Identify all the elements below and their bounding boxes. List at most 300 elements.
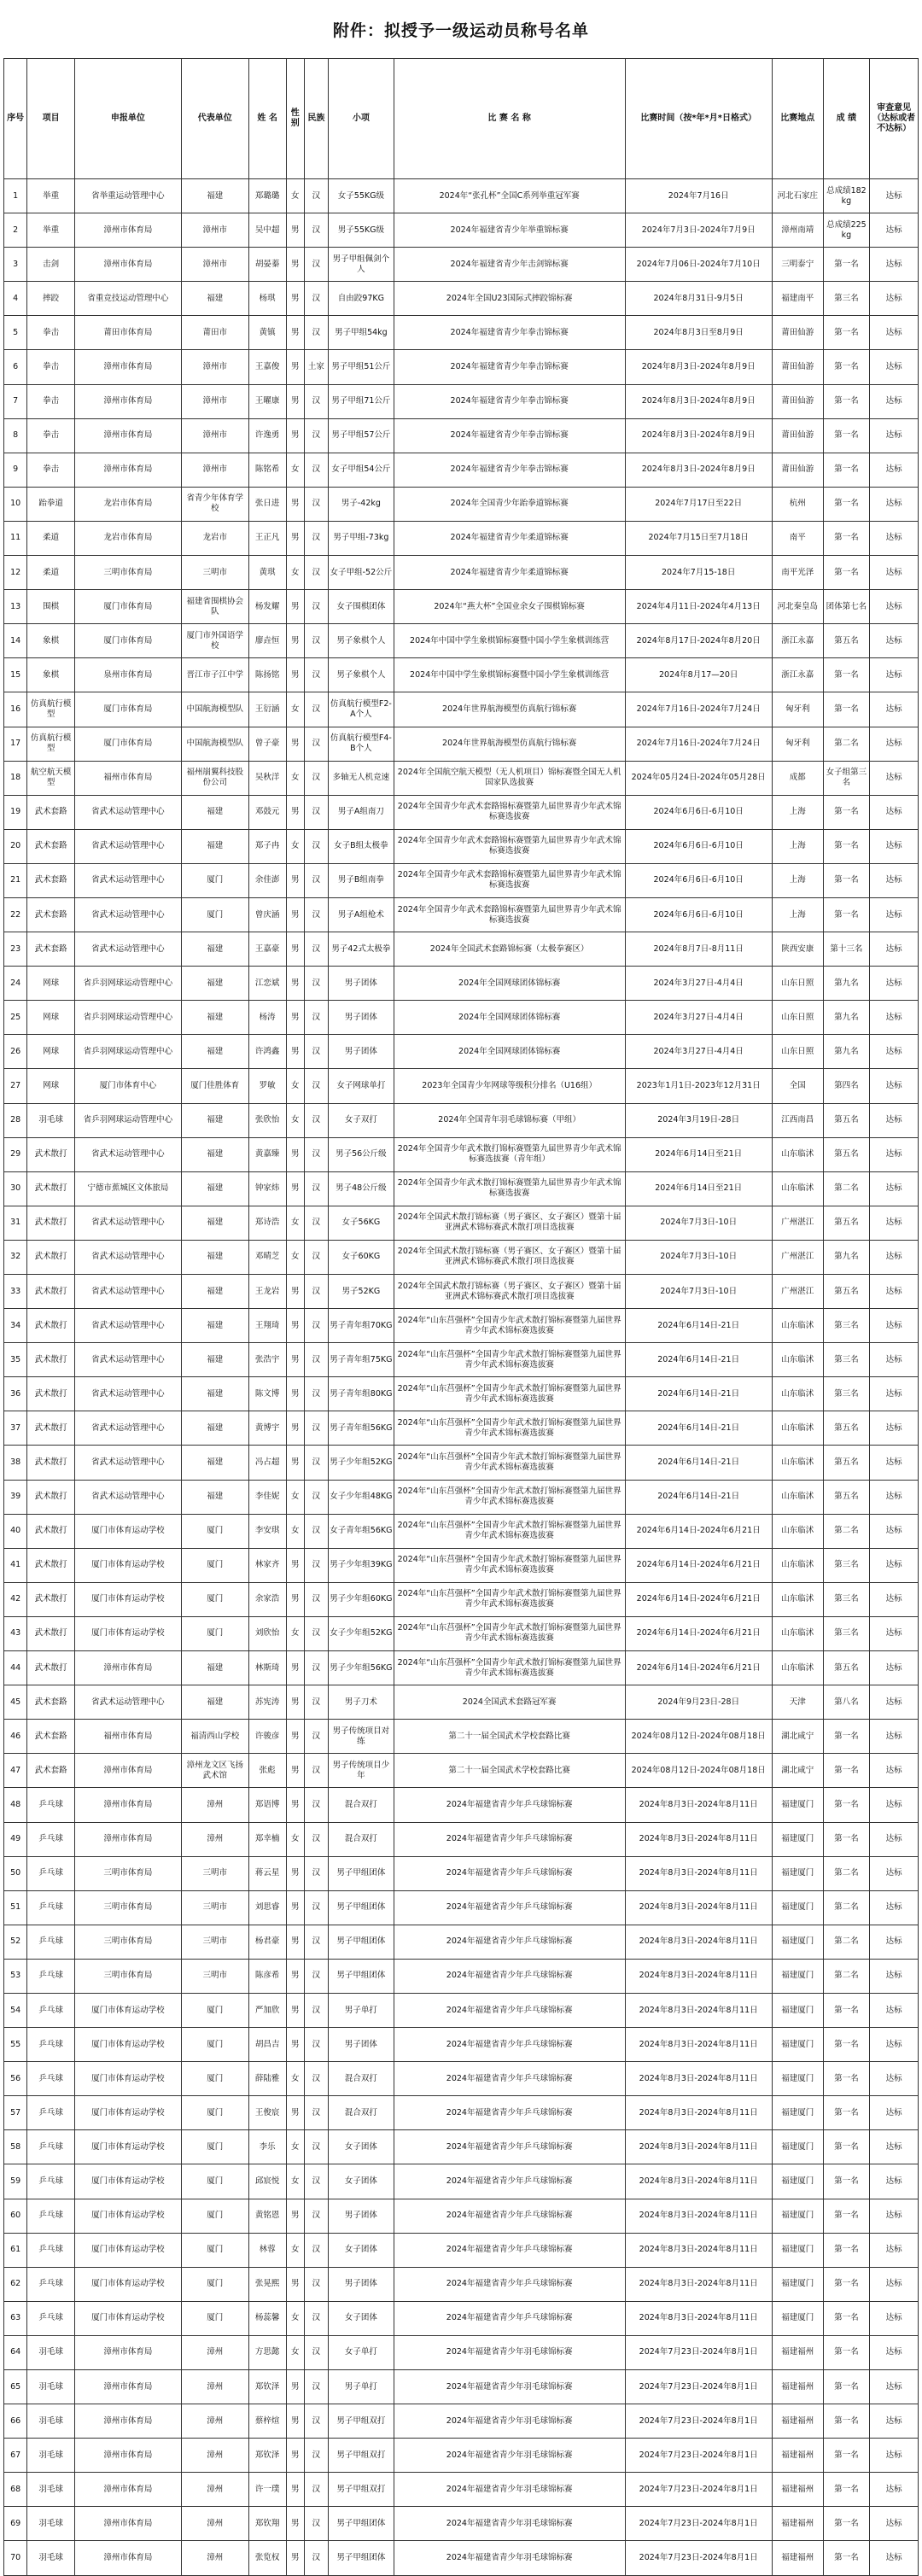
cell-name: 王俊宸 [248, 2096, 286, 2130]
cell-venue: 匈牙利 [772, 727, 823, 761]
cell-applicant-unit: 省武术运动管理中心 [74, 1377, 181, 1411]
cell-competition-name: 2024年福建省青少年羽毛球锦标赛 [394, 2439, 625, 2473]
cell-gender: 男 [286, 967, 304, 1001]
cell-review-opinion: 达标 [870, 1343, 919, 1377]
cell-ethnicity: 汉 [304, 1275, 328, 1309]
cell-ethnicity: 汉 [304, 1446, 328, 1480]
cell-representing-unit: 厦门 [181, 2233, 248, 2267]
cell-ethnicity: 汉 [304, 1480, 328, 1514]
cell-index: 18 [4, 761, 27, 795]
cell-representing-unit: 厦门市外国语学校 [181, 624, 248, 658]
cell-gender: 男 [286, 2199, 304, 2233]
cell-review-opinion: 达标 [870, 2233, 919, 2267]
column-header-event: 项目 [27, 59, 75, 179]
cell-gender: 男 [286, 932, 304, 967]
cell-gender: 男 [286, 2507, 304, 2541]
cell-result: 第九名 [823, 967, 870, 1001]
cell-venue: 上海 [772, 795, 823, 829]
cell-ethnicity: 汉 [304, 932, 328, 967]
cell-index: 44 [4, 1651, 27, 1685]
cell-competition-name: 2024年全国武术散打锦标赛（男子赛区、女子赛区）暨第十届亚洲武术锦标赛武术散打项目选拔赛 [394, 1275, 625, 1309]
cell-venue: 福建福州 [772, 2507, 823, 2541]
cell-applicant-unit: 漳州市体育局 [74, 2507, 181, 2541]
cell-review-opinion: 达标 [870, 2541, 919, 2575]
cell-applicant-unit: 福州市体育局 [74, 761, 181, 795]
cell-competition-name: 2024年福建省青少年乒乓球锦标赛 [394, 2233, 625, 2267]
cell-gender: 男 [286, 418, 304, 453]
cell-result: 第五名 [823, 1446, 870, 1480]
cell-competition-name: 2024年全国网球团体锦标赛 [394, 967, 625, 1001]
cell-sub-event: 男子甲组54kg [329, 316, 394, 350]
cell-competition-date: 2024年05月24日-2024年05月28日 [625, 761, 772, 795]
cell-sub-event: 混合双打 [329, 2062, 394, 2096]
cell-name: 冯占超 [248, 1446, 286, 1480]
cell-representing-unit: 龙岩市 [181, 521, 248, 555]
cell-venue: 福建厦门 [772, 2028, 823, 2062]
cell-venue: 福建厦门 [772, 1788, 823, 1822]
cell-review-opinion: 达标 [870, 2164, 919, 2199]
cell-applicant-unit: 漳州市体育局 [74, 2473, 181, 2507]
cell-index: 69 [4, 2507, 27, 2541]
cell-index: 29 [4, 1137, 27, 1171]
cell-ethnicity: 汉 [304, 2370, 328, 2404]
cell-result: 第一名 [823, 2267, 870, 2301]
cell-representing-unit: 厦门 [181, 1582, 248, 1616]
cell-event: 武术散打 [27, 1343, 75, 1377]
cell-competition-name: 2024年福建省青少年拳击锦标赛 [394, 418, 625, 453]
table-row [4, 2370, 919, 2404]
table-row [4, 2507, 919, 2541]
cell-name: 张浩宇 [248, 1343, 286, 1377]
cell-sub-event: 女子团体 [329, 2233, 394, 2267]
cell-sub-event: 男子甲组团体 [329, 2541, 394, 2575]
cell-name: 江恋斌 [248, 967, 286, 1001]
cell-review-opinion: 达标 [870, 1788, 919, 1822]
cell-competition-date: 2024年7月23日-2024年8月1日 [625, 2541, 772, 2575]
cell-competition-date: 2024年7月17日至22日 [625, 487, 772, 521]
cell-competition-date: 2024年6月14日-2024年6月21日 [625, 1582, 772, 1616]
column-header-venue: 比赛地点 [772, 59, 823, 179]
cell-result: 第一名 [823, 248, 870, 282]
cell-gender: 女 [286, 1822, 304, 1856]
cell-sub-event: 男子A组南刀 [329, 795, 394, 829]
cell-competition-name: 2024年全国青少年武术套路锦标赛暨第九届世界青少年武术锦标赛选拔赛 [394, 829, 625, 863]
table-row [4, 1822, 919, 1856]
cell-venue: 福建厦门 [772, 2199, 823, 2233]
cell-index: 51 [4, 1890, 27, 1925]
cell-applicant-unit: 省举重运动管理中心 [74, 179, 181, 213]
cell-index: 57 [4, 2096, 27, 2130]
cell-sub-event: 男子48公斤级 [329, 1171, 394, 1206]
cell-name: 薛陆雅 [248, 2062, 286, 2096]
cell-name: 杨发耀 [248, 590, 286, 624]
cell-index: 54 [4, 1993, 27, 2027]
cell-venue: 莆田仙游 [772, 418, 823, 453]
cell-review-opinion: 达标 [870, 316, 919, 350]
cell-ethnicity: 汉 [304, 1411, 328, 1446]
cell-name: 方思懿 [248, 2335, 286, 2369]
cell-venue: 杭州 [772, 487, 823, 521]
cell-index: 59 [4, 2164, 27, 2199]
cell-review-opinion: 达标 [870, 350, 919, 384]
cell-result: 第一名 [823, 1720, 870, 1754]
cell-result: 团体第七名 [823, 590, 870, 624]
cell-venue: 山东临沭 [772, 1480, 823, 1514]
cell-index: 12 [4, 556, 27, 590]
cell-applicant-unit: 泉州市体育局 [74, 658, 181, 692]
cell-name: 陈铭希 [248, 453, 286, 487]
cell-competition-name: 2024年福建省青少年羽毛球锦标赛 [394, 2541, 625, 2575]
cell-competition-name: 2024年“山东莒强杯”全国青少年武术散打锦标赛暨第九届世界青少年武术锦标赛选拔赛 [394, 1377, 625, 1411]
cell-competition-date: 2024年8月3日-2024年8月11日 [625, 2130, 772, 2164]
cell-sub-event: 女子团体 [329, 2164, 394, 2199]
cell-review-opinion: 达标 [870, 1171, 919, 1206]
cell-review-opinion: 达标 [870, 1069, 919, 1103]
table-row [4, 932, 919, 967]
cell-review-opinion: 达标 [870, 1548, 919, 1582]
cell-representing-unit: 福建 [181, 1480, 248, 1514]
cell-representing-unit: 漳州市 [181, 384, 248, 418]
cell-venue: 山东临沭 [772, 1411, 823, 1446]
cell-ethnicity: 汉 [304, 2507, 328, 2541]
athlete-list-table [3, 58, 919, 2576]
cell-applicant-unit: 三明市体育局 [74, 1890, 181, 1925]
cell-review-opinion: 达标 [870, 658, 919, 692]
cell-index: 16 [4, 692, 27, 727]
cell-event: 乒乓球 [27, 1856, 75, 1890]
cell-competition-name: 2024年福建省青少年拳击锦标赛 [394, 453, 625, 487]
cell-venue: 山东临沭 [772, 1616, 823, 1650]
table-row [4, 2439, 919, 2473]
cell-sub-event: 女子青年组56KG [329, 1514, 394, 1548]
cell-event: 摔跤 [27, 282, 75, 316]
cell-event: 武术散打 [27, 1137, 75, 1171]
cell-ethnicity: 汉 [304, 1103, 328, 1137]
cell-representing-unit: 厦门 [181, 2062, 248, 2096]
cell-event: 拳击 [27, 316, 75, 350]
table-row [4, 1959, 919, 1993]
cell-ethnicity: 汉 [304, 795, 328, 829]
cell-result: 第三名 [823, 1582, 870, 1616]
cell-gender: 男 [286, 2096, 304, 2130]
cell-representing-unit: 福建 [181, 1377, 248, 1411]
cell-name: 许逸勇 [248, 418, 286, 453]
cell-gender: 女 [286, 1480, 304, 1514]
cell-venue: 山东临沭 [772, 1377, 823, 1411]
cell-event: 乒乓球 [27, 2062, 75, 2096]
cell-review-opinion: 达标 [870, 2130, 919, 2164]
cell-venue: 山东日照 [772, 1035, 823, 1069]
cell-name: 邱宸悦 [248, 2164, 286, 2199]
cell-applicant-unit: 厦门市体育局 [74, 692, 181, 727]
cell-competition-date: 2024年6月6日-6月10日 [625, 863, 772, 897]
cell-applicant-unit: 省武术运动管理中心 [74, 1137, 181, 1171]
cell-applicant-unit: 漳州市体育局 [74, 2335, 181, 2369]
cell-venue: 福建福州 [772, 2370, 823, 2404]
cell-venue: 福建厦门 [772, 1856, 823, 1890]
cell-ethnicity: 汉 [304, 1035, 328, 1069]
cell-sub-event: 男子团体 [329, 1035, 394, 1069]
cell-applicant-unit: 漳州市体育局 [74, 1651, 181, 1685]
cell-ethnicity: 汉 [304, 1959, 328, 1993]
cell-competition-date: 2024年6月14日至21日 [625, 1171, 772, 1206]
cell-applicant-unit: 厦门市体育运动学校 [74, 2164, 181, 2199]
cell-name: 许一璞 [248, 2473, 286, 2507]
cell-competition-name: 2024年“山东莒强杯”全国青少年武术散打锦标赛暨第九届世界青少年武术锦标赛选拔赛 [394, 1309, 625, 1343]
cell-ethnicity: 汉 [304, 1001, 328, 1035]
cell-competition-name: 2024年全国青少年武术套路锦标赛暨第九届世界青少年武术锦标赛选拔赛 [394, 863, 625, 897]
cell-sub-event: 男子青年组80KG [329, 1377, 394, 1411]
cell-applicant-unit: 省武术运动管理中心 [74, 1480, 181, 1514]
cell-sub-event: 男子刀术 [329, 1685, 394, 1720]
cell-review-opinion: 达标 [870, 2062, 919, 2096]
cell-competition-name: 2024年“山东莒强杯”全国青少年武术散打锦标赛暨第九届世界青少年武术锦标赛选拔赛 [394, 1616, 625, 1650]
cell-review-opinion: 达标 [870, 1275, 919, 1309]
column-header-representing-unit: 代表单位 [181, 59, 248, 179]
cell-result: 第一名 [823, 863, 870, 897]
cell-representing-unit: 漳州 [181, 2404, 248, 2439]
cell-competition-date: 2024年8月3日-2024年8月11日 [625, 1959, 772, 1993]
cell-review-opinion: 达标 [870, 1959, 919, 1993]
cell-applicant-unit: 省武术运动管理中心 [74, 1240, 181, 1274]
cell-gender: 女 [286, 2164, 304, 2199]
cell-result: 第一名 [823, 453, 870, 487]
cell-review-opinion: 达标 [870, 1754, 919, 1788]
cell-index: 32 [4, 1240, 27, 1274]
cell-gender: 女 [286, 761, 304, 795]
cell-review-opinion: 达标 [870, 1582, 919, 1616]
cell-name: 郑语博 [248, 1788, 286, 1822]
cell-index: 40 [4, 1514, 27, 1548]
cell-review-opinion: 达标 [870, 2473, 919, 2507]
cell-index: 6 [4, 350, 27, 384]
cell-result: 第十三名 [823, 932, 870, 967]
cell-ethnicity: 汉 [304, 1171, 328, 1206]
cell-result: 第四名 [823, 1069, 870, 1103]
cell-representing-unit: 晋江市子江中学 [181, 658, 248, 692]
cell-ethnicity: 汉 [304, 1993, 328, 2027]
cell-result: 第五名 [823, 1206, 870, 1240]
cell-venue: 陕西安康 [772, 932, 823, 967]
cell-ethnicity: 汉 [304, 897, 328, 932]
cell-event: 武术套路 [27, 1720, 75, 1754]
cell-index: 39 [4, 1480, 27, 1514]
cell-competition-date: 2024年8月3日-2024年8月11日 [625, 1890, 772, 1925]
cell-competition-date: 2024年8月17—20日 [625, 658, 772, 692]
cell-venue: 浙江永嘉 [772, 658, 823, 692]
table-row [4, 1480, 919, 1514]
cell-result: 第一名 [823, 1822, 870, 1856]
cell-event: 羽毛球 [27, 2370, 75, 2404]
cell-gender: 男 [286, 350, 304, 384]
column-header-sub-event: 小项 [329, 59, 394, 179]
cell-ethnicity: 汉 [304, 556, 328, 590]
cell-name: 郑璐璐 [248, 179, 286, 213]
cell-competition-date: 2024年8月3日-2024年8月11日 [625, 1856, 772, 1890]
cell-representing-unit: 省青少年体育学校 [181, 487, 248, 521]
cell-name: 陈彦希 [248, 1959, 286, 1993]
cell-result: 第一名 [823, 897, 870, 932]
cell-sub-event: 男子团体 [329, 967, 394, 1001]
cell-index: 34 [4, 1309, 27, 1343]
table-row [4, 418, 919, 453]
cell-venue: 全国 [772, 1069, 823, 1103]
cell-ethnicity: 汉 [304, 1548, 328, 1582]
cell-result: 第一名 [823, 487, 870, 521]
cell-applicant-unit: 厦门市体育运动学校 [74, 2233, 181, 2267]
cell-venue: 匈牙利 [772, 692, 823, 727]
cell-result: 第一名 [823, 2541, 870, 2575]
cell-representing-unit: 福建 [181, 795, 248, 829]
cell-name: 张彪 [248, 1754, 286, 1788]
cell-venue: 天津 [772, 1685, 823, 1720]
table-row [4, 2301, 919, 2335]
cell-gender: 男 [286, 2404, 304, 2439]
cell-venue: 福建福州 [772, 2439, 823, 2473]
cell-review-opinion: 达标 [870, 1001, 919, 1035]
column-header-competition-name: 比 赛 名 称 [394, 59, 625, 179]
cell-event: 围棋 [27, 590, 75, 624]
cell-representing-unit: 漳州 [181, 2370, 248, 2404]
table-row [4, 1275, 919, 1309]
cell-gender: 男 [286, 624, 304, 658]
cell-ethnicity: 汉 [304, 179, 328, 213]
cell-gender: 女 [286, 2062, 304, 2096]
cell-sub-event: 混合双打 [329, 1788, 394, 1822]
cell-review-opinion: 达标 [870, 2507, 919, 2541]
cell-venue: 漳州南靖 [772, 213, 823, 248]
cell-applicant-unit: 厦门市体育运动学校 [74, 1616, 181, 1650]
cell-result: 第二名 [823, 1890, 870, 1925]
cell-index: 66 [4, 2404, 27, 2439]
cell-event: 象棋 [27, 658, 75, 692]
column-header-competition-date: 比赛时间（按*年*月*日格式） [625, 59, 772, 179]
cell-sub-event: 男子传统项目对练 [329, 1720, 394, 1754]
cell-event: 羽毛球 [27, 2541, 75, 2575]
cell-index: 31 [4, 1206, 27, 1240]
cell-review-opinion: 达标 [870, 248, 919, 282]
cell-competition-date: 2024年8月3日-2024年8月11日 [625, 1993, 772, 2027]
cell-competition-name: 2024年全国青年羽毛球锦标赛（甲组） [394, 1103, 625, 1137]
cell-index: 25 [4, 1001, 27, 1035]
cell-review-opinion: 达标 [870, 2267, 919, 2301]
cell-event: 乒乓球 [27, 2164, 75, 2199]
cell-name: 余佳澎 [248, 863, 286, 897]
cell-competition-name: 2024年“山东莒强杯”全国青少年武术散打锦标赛暨第九届世界青少年武术锦标赛选拔赛 [394, 1514, 625, 1548]
cell-review-opinion: 达标 [870, 1240, 919, 1274]
cell-index: 48 [4, 1788, 27, 1822]
cell-sub-event: 男子-42kg [329, 487, 394, 521]
cell-competition-date: 2024年6月14日-21日 [625, 1480, 772, 1514]
cell-name: 黄铭恩 [248, 2199, 286, 2233]
table-row [4, 350, 919, 384]
cell-competition-name: 2024年福建省青少年乒乓球锦标赛 [394, 1788, 625, 1822]
cell-competition-name: 2024年福建省青少年羽毛球锦标赛 [394, 2404, 625, 2439]
cell-result: 第五名 [823, 1275, 870, 1309]
cell-index: 70 [4, 2541, 27, 2575]
cell-ethnicity: 汉 [304, 282, 328, 316]
cell-competition-name: 2024年福建省青少年拳击锦标赛 [394, 384, 625, 418]
cell-event: 武术散打 [27, 1582, 75, 1616]
cell-index: 26 [4, 1035, 27, 1069]
cell-ethnicity: 汉 [304, 1616, 328, 1650]
cell-applicant-unit: 福州市体育局 [74, 1720, 181, 1754]
cell-representing-unit: 漳州龙文区飞扬武术馆 [181, 1754, 248, 1788]
cell-index: 33 [4, 1275, 27, 1309]
cell-result: 第一名 [823, 2062, 870, 2096]
cell-ethnicity: 汉 [304, 316, 328, 350]
cell-event: 武术散打 [27, 1446, 75, 1480]
cell-name: 王翔琦 [248, 1309, 286, 1343]
cell-gender: 男 [286, 1720, 304, 1754]
table-row [4, 829, 919, 863]
cell-competition-date: 2024年7月15日至7月18日 [625, 521, 772, 555]
cell-result: 第一名 [823, 384, 870, 418]
cell-competition-name: 2024年福建省青少年柔道锦标赛 [394, 556, 625, 590]
cell-gender: 女 [286, 692, 304, 727]
cell-name: 蒋云星 [248, 1856, 286, 1890]
cell-competition-date: 2024年8月3日-2024年8月9日 [625, 418, 772, 453]
cell-competition-name: 2024年“山东莒强杯”全国青少年武术散打锦标赛暨第九届世界青少年武术锦标赛选拔赛 [394, 1548, 625, 1582]
cell-sub-event: 自由跤97KG [329, 282, 394, 316]
cell-event: 武术散打 [27, 1480, 75, 1514]
cell-review-opinion: 达标 [870, 487, 919, 521]
cell-competition-date: 2024年7月06日-2024年7月10日 [625, 248, 772, 282]
cell-ethnicity: 汉 [304, 1925, 328, 1959]
cell-competition-name: 2024年“山东莒强杯”全国青少年武术散打锦标赛暨第九届世界青少年武术锦标赛选拔赛 [394, 1582, 625, 1616]
cell-venue: 山东日照 [772, 967, 823, 1001]
cell-gender: 女 [286, 829, 304, 863]
cell-ethnicity: 汉 [304, 2267, 328, 2301]
cell-ethnicity: 汉 [304, 487, 328, 521]
cell-name: 吴中超 [248, 213, 286, 248]
cell-gender: 男 [286, 1309, 304, 1343]
cell-competition-name: 2024年全国U23国际式摔跤锦标赛 [394, 282, 625, 316]
cell-index: 28 [4, 1103, 27, 1137]
cell-competition-date: 2024年8月7日-8月11日 [625, 932, 772, 967]
cell-review-opinion: 达标 [870, 1651, 919, 1685]
cell-ethnicity: 汉 [304, 1890, 328, 1925]
cell-competition-date: 2024年6月14日-21日 [625, 1411, 772, 1446]
table-row [4, 1001, 919, 1035]
cell-index: 22 [4, 897, 27, 932]
table-row [4, 2404, 919, 2439]
cell-index: 5 [4, 316, 27, 350]
cell-gender: 男 [286, 1993, 304, 2027]
cell-venue: 福建厦门 [772, 2233, 823, 2267]
table-row [4, 1377, 919, 1411]
cell-competition-name: 2024年福建省青少年拳击锦标赛 [394, 316, 625, 350]
cell-ethnicity: 汉 [304, 2335, 328, 2369]
cell-result: 第一名 [823, 2028, 870, 2062]
cell-result: 第一名 [823, 2164, 870, 2199]
cell-competition-name: 2024年福建省青少年乒乓球锦标赛 [394, 1822, 625, 1856]
cell-applicant-unit: 漳州市体育局 [74, 213, 181, 248]
cell-sub-event: 女子60KG [329, 1240, 394, 1274]
cell-sub-event: 男子青年组75KG [329, 1343, 394, 1377]
table-row [4, 1343, 919, 1377]
cell-review-opinion: 达标 [870, 897, 919, 932]
cell-sub-event: 女子围棋团体 [329, 590, 394, 624]
cell-competition-date: 2024年8月3日-2024年8月11日 [625, 2301, 772, 2335]
cell-representing-unit: 福州崩翼科技股份公司 [181, 761, 248, 795]
cell-gender: 男 [286, 2267, 304, 2301]
cell-gender: 女 [286, 1069, 304, 1103]
cell-event: 武术套路 [27, 1754, 75, 1788]
cell-result: 第一名 [823, 2507, 870, 2541]
cell-venue: 山东临沭 [772, 1548, 823, 1582]
cell-applicant-unit: 漳州市体育局 [74, 350, 181, 384]
